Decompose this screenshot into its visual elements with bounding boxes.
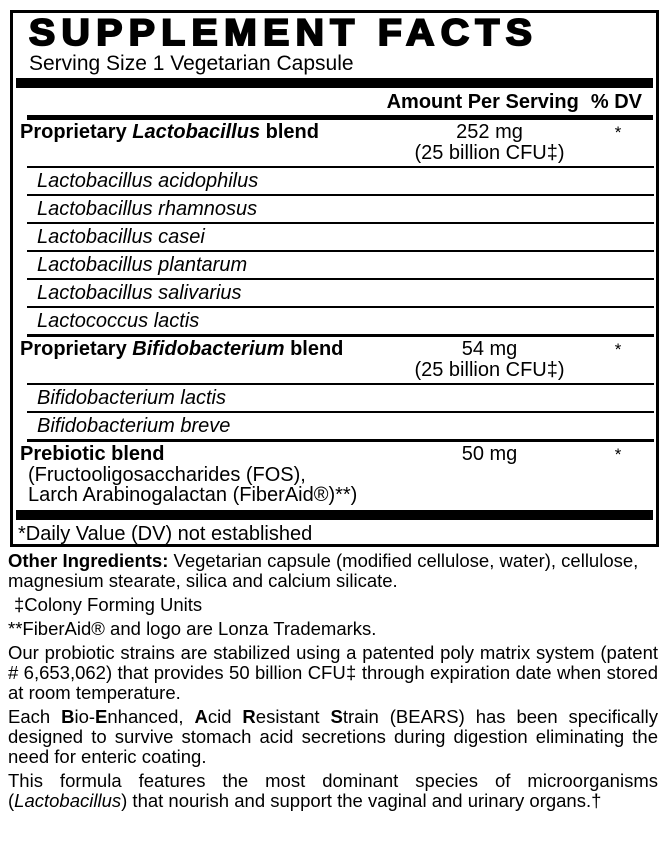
text-segment: Bifidobacterium breve bbox=[37, 415, 231, 437]
ingredient-blend-row bbox=[15, 442, 654, 507]
text-segment: A bbox=[194, 706, 208, 727]
text-segment: B bbox=[61, 706, 75, 727]
ingredient-name-cell bbox=[15, 388, 654, 408]
footer-paragraph bbox=[8, 771, 658, 811]
amount-cfu-value: (25 billion CFU‡) bbox=[414, 142, 565, 164]
amount-cfu-value: (25 billion CFU‡) bbox=[414, 359, 565, 381]
text-segment: **FiberAid® and logo are Lonza Trademarks. bbox=[8, 618, 377, 639]
ingredient-name-cell bbox=[15, 416, 654, 436]
ingredient-name-cell bbox=[15, 199, 654, 219]
ingredient-name bbox=[37, 311, 654, 331]
ingredient-sub-row bbox=[15, 252, 654, 278]
text-segment: Other Ingredients: bbox=[8, 550, 169, 571]
text-segment: Proprietary bbox=[20, 338, 133, 360]
panel-title: SUPPLEMENT FACTS bbox=[29, 12, 539, 53]
text-segment: Lactobacillus salivarius bbox=[37, 282, 242, 304]
amount-per-serving-header: Amount Per Serving bbox=[386, 91, 579, 113]
amount-value: 50 mg bbox=[461, 443, 518, 465]
ingredient-name-cell bbox=[15, 444, 397, 505]
text-segment: nhanced, bbox=[107, 706, 195, 727]
text-segment: Lactobacillus bbox=[14, 790, 122, 811]
ingredient-name bbox=[20, 122, 397, 143]
daily-value-footnote: *Daily Value (DV) not established bbox=[18, 523, 313, 545]
percent-dv-value: * bbox=[614, 123, 622, 142]
text-segment: Proprietary bbox=[20, 121, 133, 143]
ingredient-name bbox=[37, 171, 654, 191]
ingredient-name bbox=[37, 199, 654, 219]
label-footer-text bbox=[0, 547, 668, 811]
text-segment: Lactobacillus bbox=[132, 121, 261, 143]
text-segment: Lactococcus lactis bbox=[37, 310, 200, 332]
text-segment: Prebiotic blend bbox=[20, 443, 165, 465]
footer-paragraph bbox=[8, 707, 658, 767]
ingredient-sub-row bbox=[15, 280, 654, 306]
text-segment: ) that nourish and support the vaginal and urinary organs.† bbox=[121, 790, 602, 811]
footer-paragraph bbox=[8, 595, 658, 615]
text-segment: blend bbox=[284, 338, 344, 360]
amount-value: 252 mg bbox=[456, 121, 523, 143]
thick-divider-bar-bottom bbox=[16, 510, 653, 520]
thick-divider-bar-top bbox=[16, 78, 653, 88]
text-segment: Our probiotic strains are stabilized using a patented poly matrix system (patent # 6,653,062) that provides 50 billion CFU‡ through expiration date when stored at room temperature. bbox=[8, 642, 658, 703]
ingredient-detail-line: (Fructooligosaccharides (FOS), bbox=[28, 464, 306, 486]
ingredient-name-cell bbox=[15, 311, 654, 331]
text-segment: blend bbox=[260, 121, 319, 143]
footer-paragraph bbox=[8, 551, 658, 591]
ingredient-name-cell bbox=[15, 283, 654, 303]
ingredient-sub-row bbox=[15, 308, 654, 334]
ingredient-rows bbox=[15, 120, 654, 507]
footer-paragraph bbox=[8, 643, 658, 703]
ingredient-name-cell bbox=[15, 255, 654, 275]
ingredient-blend-row bbox=[15, 337, 654, 383]
text-segment: cid bbox=[207, 706, 243, 727]
column-header-row bbox=[15, 88, 654, 114]
percent-dv-value: * bbox=[614, 340, 622, 359]
amount-per-serving-value bbox=[397, 444, 582, 505]
amount-value: 54 mg bbox=[461, 338, 518, 360]
text-segment: Lactobacillus casei bbox=[37, 226, 205, 248]
ingredient-sub-row bbox=[15, 413, 654, 439]
ingredient-sub-row bbox=[15, 385, 654, 411]
text-segment: Lactobacillus acidophilus bbox=[37, 170, 259, 192]
text-segment: ‡Colony Forming Units bbox=[14, 594, 203, 615]
ingredient-name bbox=[37, 388, 654, 408]
text-segment: Bifidobacterium lactis bbox=[37, 387, 226, 409]
text-segment: This formula features the most dominant species of microorganisms ( bbox=[8, 770, 658, 811]
text-segment: Vegetarian capsule (modified cellulose, water), cellulose, magnesium stearate, silica and calcium silicate. bbox=[8, 550, 639, 591]
percent-dv-value: * bbox=[614, 445, 622, 464]
text-segment: Lactobacillus plantarum bbox=[37, 254, 248, 276]
supplement-label bbox=[0, 10, 668, 862]
text-segment: S bbox=[330, 706, 343, 727]
text-segment: esistant bbox=[255, 706, 331, 727]
percent-dv-header: % DV bbox=[590, 91, 642, 113]
ingredient-detail-line: Larch Arabinogalactan (FiberAid®)**) bbox=[28, 484, 358, 506]
ingredient-name bbox=[20, 339, 397, 360]
ingredient-name-cell bbox=[15, 171, 654, 191]
ingredient-name bbox=[37, 255, 654, 275]
text-segment: Lactobacillus rhamnosus bbox=[37, 198, 258, 220]
text-segment: E bbox=[95, 706, 108, 727]
text-segment: Bifidobacterium bbox=[132, 338, 285, 360]
ingredient-name bbox=[37, 416, 654, 436]
amount-per-serving-value bbox=[397, 122, 582, 164]
footer-paragraph bbox=[8, 619, 658, 639]
ingredient-name bbox=[37, 283, 654, 303]
ingredient-name-cell bbox=[15, 122, 397, 164]
ingredient-name-cell bbox=[15, 339, 397, 381]
text-segment: R bbox=[242, 706, 256, 727]
ingredient-blend-row bbox=[15, 120, 654, 166]
amount-per-serving-value bbox=[397, 339, 582, 381]
ingredient-name bbox=[37, 227, 654, 247]
text-segment: io- bbox=[74, 706, 96, 727]
ingredient-sub-row bbox=[15, 168, 654, 194]
ingredient-name bbox=[20, 444, 397, 465]
serving-size-text: Serving Size 1 Vegetarian Capsule bbox=[29, 52, 354, 75]
text-segment: Each bbox=[8, 706, 62, 727]
ingredient-sub-row bbox=[15, 224, 654, 250]
text-segment: train (BEARS) has been specifically designed to survive stomach acid secretions during digestion eliminating the need for enteric coating. bbox=[8, 706, 658, 767]
ingredient-sub-row bbox=[15, 196, 654, 222]
ingredient-name-cell bbox=[15, 227, 654, 247]
supplement-facts-panel bbox=[10, 10, 659, 547]
